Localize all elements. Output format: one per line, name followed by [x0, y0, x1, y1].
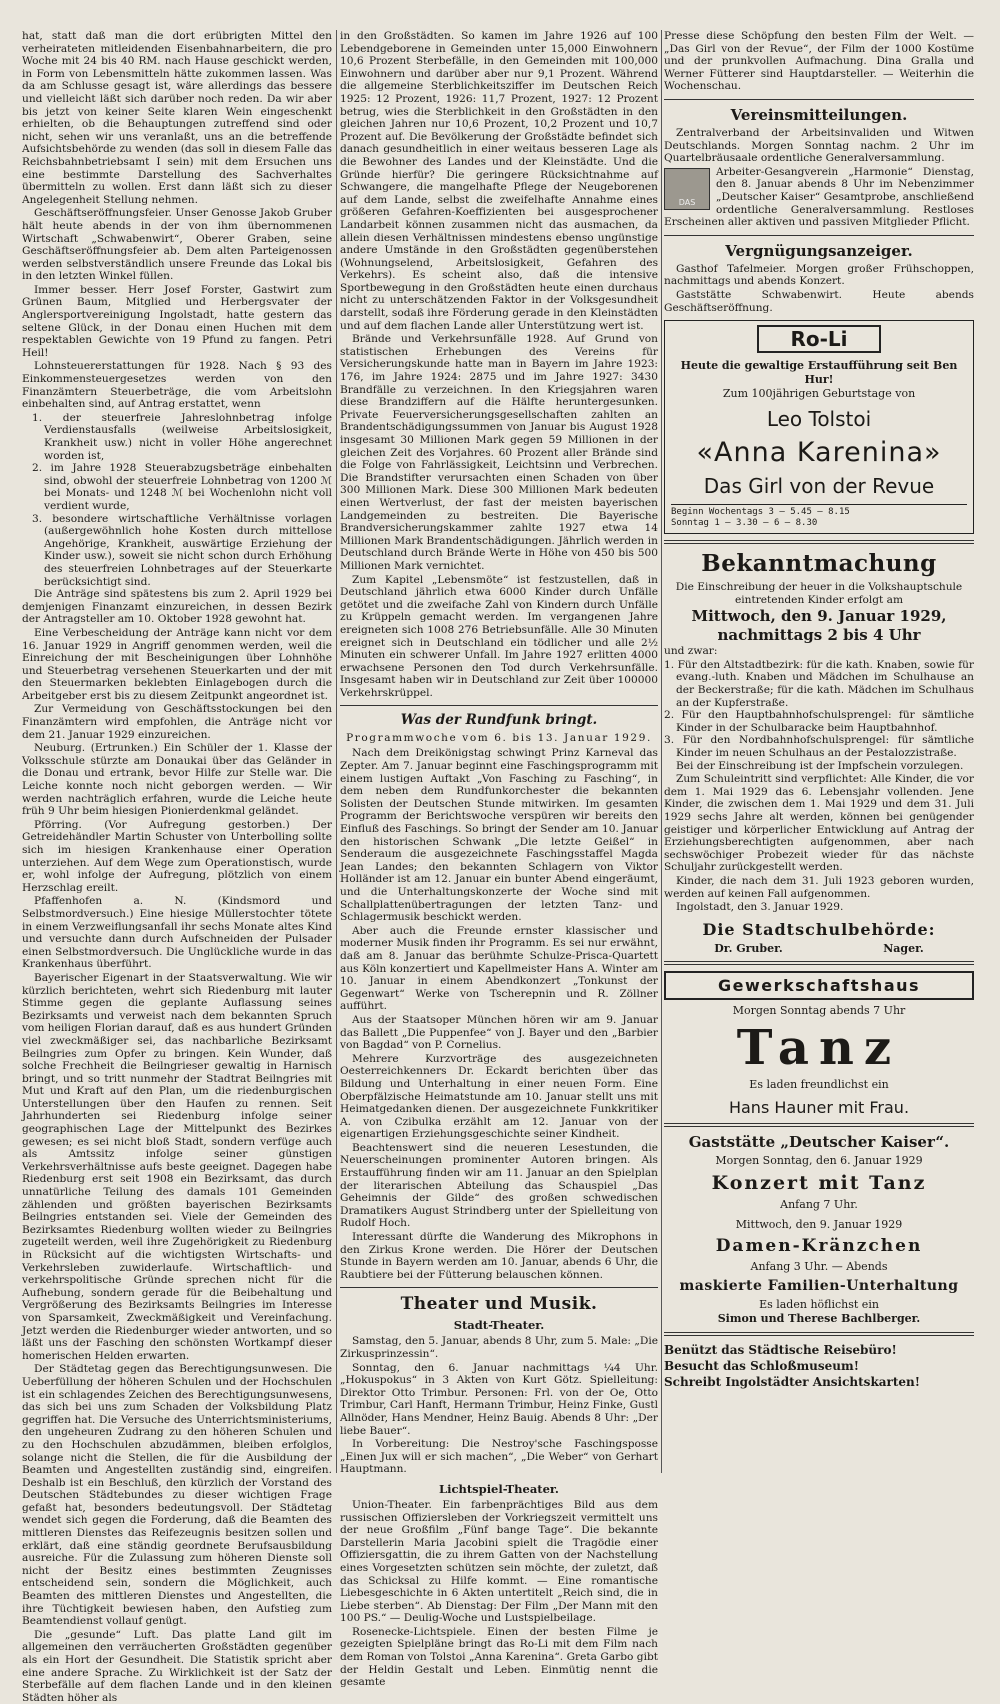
roli-schedule-weekday: Beginn Wochentags 3 — 5.45 — 8.15: [671, 507, 850, 518]
vergnuegen-tafelmeier: Gasthof Tafelmeier. Morgen großer Frühschoppen, nachmittags und abends Konzert.: [664, 262, 974, 288]
article-immer-besser: Immer besser. Herr Josef Forster, Gastwirt zum Grünen Baum, Mitglied und Herbergsvater der Anglersportvereinigung Ingolstadt, hatte gestern das seltene Glück, in der Donau einen Huchen mit dem respektablen Gewichte von 19 Pfund zu fangen. Petri Heil!: [22, 283, 332, 359]
roli-schedule: [671, 504, 967, 529]
divider: [664, 961, 974, 965]
article-pfoerring: Pförring. (Vor Aufregung gestorben.) Der Getreidehändler Martin Schuster von Unterbolling sollte sich im hiesigen Krankenhause einer Operation unterziehen. Auf dem Wege zum Operationstisch, wurde er, wohl infolge der Aufregung, plötzlich von einem Herzschlag ereilt.: [22, 818, 332, 894]
roli-second-film: Das Girl von der Revue: [703, 474, 935, 499]
divider: [340, 705, 658, 706]
article-staatsverwaltung: Bayerischer Eigenart in der Staatsverwaltung. Wie wir kürzlich berichteten, wehrt sich Riedenburg mit lauter Stimme gegen die geplante Auflassung seines Bezirksamts und verweist nach dem bekannten Spruch vom heiligen Florian darauf, daß es aus hundert Gründen viel zweckmäßiger sei, das nachbarliche Bezirksamt Beilngries zum Opfer zu bringen. Kein Wunder, daß solche Frechheit die Beilngrieser gewaltig in Harnisch bringt, und so tritt nunmehr der Stadtrat Beilngries mit Mut und Kraft auf den Plan, um die riedenburgischen Unterstellungen über den Haufen zu rennen. Seit Jahrhunderten sei Riedenburg infolge seiner geographischen Lage der Mittelpunkt des Bezirkes gewesen; es sei nicht bloß Stadt, sondern verfüge auch als Amtssitz infolge seiner günstigen Verkehrsverhältnisse aufs beste geeignet. Dagegen habe Riedenburg erst seit 1908 ein Bezirksamt, das durch unnatürliche Teilung des damals 101 Gemeinden zählenden und größten bayerischen Bezirksamts Beilngries entstanden sei. Viele der Gemeinden des Bezirksamtes Riedenburg wollten wieder zu Beilngries zugeteilt werden, weil ihre Zugehörigkeit zu Riedenburg in Rücksicht auf die wichtigsten Wirtschafts- und Verkehrsleben zuwiderlaufe. Wirtschaftlich- und verkehrspolitische Gründe sprechen nicht für die Aufhebung, sondern gerade für die Beibehaltung und Vergrößerung des Bezirksamts Beilngries im Interesse von Sparsamkeit, Zweckmäßigkeit und Vereinfachung. Jetzt werden die Riedenburger wieder antworten, und so läßt uns der Fasching den schönsten Wortkampf dieser homerischen Helden erwarten.: [22, 971, 332, 1362]
divider: [664, 235, 974, 236]
vereinsmitteilungen-heading: Vereinsmitteilungen.: [730, 105, 908, 124]
roli-film-title: «Anna Karenina»: [696, 437, 942, 469]
stadttheater-heading: Stadt-Theater.: [453, 1318, 545, 1333]
article-lohnsteuer: Lohnsteuererstattungen für 1928. Nach § 93 des Einkommensteuergesetzes werden von den Finanzämtern Steuerbeträge, die vom Arbeitslohn einbehalten sind, auf Antrag erstattet, wenn: [22, 360, 332, 411]
radio-p4: Mehrere Kurzvorträge des ausgezeichneten Oesterreichkenners Dr. Eckardt berichten über das Bildung und Unterhaltung in einer neuen Form. Eine Oberpfälzische Heimatstunde am 10. Januar stellt uns mit Heimatgedanken dienen. Der ausgezeichnete Funkkritiker A. von Czibulka erzählt am 12. Januar von der eigenartigen Erziehungsgeschichte seiner Kindheit.: [340, 1052, 658, 1141]
lohnsteuer-item-2: 2. im Jahre 1928 Steuerabzugsbeträge einbehalten sind, obwohl der steuerfreie Lohnbetrag von 1200 ℳ bei Monats- und 1248 ℳ bei Wochenlohn nicht voll verdient wurde,: [32, 462, 332, 512]
footer-reisebuero: Benützt das Städtische Reisebüro!: [664, 1342, 897, 1357]
gew-tanz: Tanz: [736, 1019, 902, 1076]
theater-p3: In Vorbereitung: Die Nestroy'sche Faschingsposse „Einen Jux will er sich machen“, „Die Weber“ von Gerhart Hauptmann.: [340, 1438, 658, 1476]
radio-heading: Was der Rundfunk bringt.: [400, 712, 598, 729]
theater-heading: Theater und Musik.: [400, 1294, 598, 1315]
article-geschaeftseroeffnung: Geschäftseröffnungsfeier. Unser Genosse Jakob Gruber hält heute abends in der von ihm übernommenen Wirtschaft „Schwabenwirt“, Oberer Graben, seine Geschäftseröffnungsfeier ab. Dem alten Parteigenossen werden selbstverständlich unsere Freunde das Lokal bis in den letzten Winkel füllen.: [22, 207, 332, 283]
kaiser-anfang1: Anfang 7 Uhr.: [780, 1197, 858, 1211]
lichtspiel-cont: Presse diese Schöpfung den besten Film der Welt. — „Das Girl von der Revue“, der Film der 1000 Kostüme und der prunkvollen Aufmachung. Dina Gralla und Werner Fütterer sind Hauptdarsteller. — Weiterhin die Wochenschau.: [664, 30, 974, 93]
roli-author: Leo Tolstoi: [766, 407, 872, 432]
kaiser-mask: maskierte Familien-Unterhaltung: [679, 1277, 959, 1294]
kaiser-anfang2: Anfang 3 Uhr. — Abends: [750, 1259, 888, 1273]
column-rule-right: [661, 30, 662, 1473]
divider: [664, 540, 974, 544]
article-neuburg: Neuburg. (Ertrunken.) Ein Schüler der 1. Klasse der Volksschule stürzte am Donaukai über das Geländer in die Donau und ertrank, bevor Hilfe zur Stelle war. Die Leiche konnte noch nicht geborgen werden. — Wir werden nachträglich erfahren, wurde die Leiche heute früh 9 Uhr beim hiesigen Pionierdenkmal geländet.: [22, 742, 332, 818]
bek-date1: Mittwoch, den 9. Januar 1929,: [691, 607, 947, 626]
bek-signature-1: Dr. Gruber.: [714, 941, 783, 955]
left-column: [22, 30, 332, 1704]
radio-p1: Nach dem Dreikönigstag schwingt Prinz Karneval das Zepter. Am 7. Januar beginnt eine Faschingsprogramm mit einem lustigen Auftakt „Von Fasching zu Fasching“, in dem neben dem Rundfunkorchester die bekannten Solisten der Deutschen Stunde mitwirken. Im gesamten Programm der Berichtswoche verspüren wir bereits den Einfluß des Faschings. So bringt der Sender am 10. Januar den historischen Schwank „Die letzte Geißel“ in Senderaum die ausgezeichnete Faschingsstaffel Magda Jean Landes; den bekannten Schlagern von Viktor Holländer ist am 12. Januar ein bunter Abend eingeräumt, und die Unterhaltungskonzerte der Woche sind mit Schallplattenübertragungen der letzten Tanz- und Schlagermusik beschickt werden.: [340, 747, 658, 924]
footer-ansichtskarten: Schreibt Ingolstädter Ansichtskarten!: [664, 1374, 921, 1389]
radio-p5: Beachtenswert sind die neueren Lesestunden, die Neuerscheinungen prominenter Autoren bringen. Als Erstaufführung finden wir am 11. Januar an den Spielplan der literarischen Abteilung das Schauspiel „Das Geheimnis der Gilde“ des großen schwedischen Dramatikers August Strindberg unter der Spielleitung von Rudolf Hoch.: [340, 1141, 658, 1230]
bek-place-date: Ingolstadt, den 3. Januar 1929.: [676, 901, 844, 914]
lohnsteuer-verbescheidung: Eine Verbescheidung der Anträge kann nicht vor dem 16. Januar 1929 in Angriff genommen werden, weil die Einreichung der mit Bescheinigungen über Lohnhöhe und Steuerbetrag versehenen Steuerkarten und der mit den Steuermarken beklebten Einlagebogen durch die Arbeitgeber erst bis zu diesem Zeitpunkt angeordnet ist.: [22, 626, 332, 702]
verein-harmonie: Arbeiter-Gesangverein „Harmonie“ Dienstag, den 8. Januar abends 8 Uhr im Nebenzimmer „Deutscher Kaiser“ Gesamtprobe, anschließend ordentliche Generalversammlung. Restloses Erscheinen aller aktiven und passiven Mitglieder Pflicht.: [664, 165, 974, 229]
lichtspiel-heading: Lichtspiel-Theater.: [439, 1481, 559, 1496]
bek-pflicht: Zum Schuleintritt sind verpflichtet: Alle Kinder, die vor dem 1. Mai 1929 das 6. Lebensjahr vollenden. Jene Kinder, die zwischen dem 1. Mai 1929 und dem 31. Juli 1929 sechs Jahre alt werden, können bei genügender geistiger und körperlicher Entwicklung auf Antrag der Erziehungsberechtigten aufgenommen, aber nach sechswöchiger Probezeit wieder für das nächste Schuljahr zurückgestellt werden.: [664, 773, 974, 874]
divider: [340, 1287, 658, 1288]
gewerkschaftshaus-title: Gewerkschaftshaus: [664, 971, 974, 1000]
bek-signatures: [664, 942, 974, 955]
article-pfaffenhofen: Pfaffenhofen a. N. (Kindsmord und Selbstmordversuch.) Eine hiesige Müllerstochter tötete in einem Verzweiflungsanfall ihr sechs Monate altes Kind und versuchte dann durch Aufschneiden der Pulsader einen Selbstmordversuch. Die Unglückliche wurde in das Krankenhaus überführt.: [22, 895, 332, 971]
lichtspiel-p2: Rosenecke-Lichtspiele. Einen der besten Filme je gezeigten Spielpläne bringt das Ro-Li mit dem Film nach dem Roman von Tolstoi „Anna Karenina“. Greta Garbo gibt der Heldin Gestalt und Leben. Einmütig nennt die gesamte: [340, 1625, 658, 1689]
divider: [664, 99, 974, 100]
article-staedtetag: Der Städtetag gegen das Berechtigungsunwesen. Die Ueberfüllung der höheren Schulen und der Hochschulen ist ein schlagendes Zeichen des Berechtigungsunwesens, das sich bei uns zum Schaden der Volksbildung Platz gegriffen hat. Die Versuche des Unterrichtsministeriums, den ungeheuren Zudrang zu den höheren Schulen und zu den Hochschulen abzudämmen, bleiben erfolglos, solange nicht die Stellen, die für die Ausbildung der Beamten und Angestellten zuständig sind, eingreifen. Deshalb ist ein Beschluß, den kürzlich der Vorstand des Deutschen Städtebundes zu dieser wichtigen Frage gefaßt hat, besonders bedeutungsvoll. Der Städtetag wendet sich gegen die Forderung, daß die Beamten des mittleren Dienstes das Reifezeugnis besitzen sollen und erklärt, daß eine ständig geordnete Berufsausbildung ausreiche. Für die Zulassung zum höheren Dienste soll nicht der Besitz eines bestimmten Zeugnisses entscheidend sein, sondern die Möglichkeit, auch Beamten des mittleren Dienstes und Angestellten, die ihre Tüchtigkeit bewiesen haben, den Aufstieg zum Beamtendienst vollauf genügt.: [22, 1363, 332, 1628]
vergnuegen-schwabenwirt: Gaststätte Schwabenwirt. Heute abends Geschäftseröffnung.: [664, 288, 974, 314]
harmonie-emblem-image: [664, 168, 710, 210]
theater-p2: Sonntag, den 6. Januar nachmittags ¼4 Uhr. „Hokuspokus“ in 3 Akten von Kurt Götz. Spielleitung: Direktor Otto Trimbur. Personen: Frl. von der Oe, Otto Trimbur, Carl Hanft, Hermann Trimbur, Heinz Finke, Gustl Allnöder, Hans Mendner, Heinz Bauig. Abends 8 Uhr: „Der liebe Bauer“.: [340, 1361, 658, 1437]
bek-item-1: 1. Für den Altstadtbezirk: für die kath. Knaben, sowie für evang.-luth. Knaben und Mädchen im Schulhause an der Beckerstraße; für die kath. Mädchen im Schulhaus an der Kupferstraße.: [664, 658, 974, 709]
article-braende: Brände und Verkehrsunfälle 1928. Auf Grund von statistischen Erhebungen des Vereins für Versicherungskunde hatte man in Bayern im Jahre 1923: 176, im Jahre 1924: 2875 und im Jahre 1927: 3430 Brandfälle zu verzeichnen. In den Kriegsjahren waren diese Brandziffern auf die Hälfte heruntergesunken. Private Feuerversicherungsgesellschaften zahlten an Brandentschädigungssummen von Januar bis August 1928 insgesamt 30 Millionen Mark gegen 59 Millionen in der gleichen Zeit des Vorjahres. 60 Prozent aller Brände sind die Folge von Fahrlässigkeit, Leichtsinn und Verbrechen. Die Brandstifter verursachten einen Schaden von über 300 Millionen Mark. Diese 300 Millionen Mark bedeuten einen Wertverlust, der fast der meisten bayerischen Landgemeinden zu bestreiten. Die Bayerische Brandversicherungskammer zahlte 1927 etwa 14 Millionen Mark Brandentschädigungen. Jährlich werden in Deutschland durch Brände Werte in Höhe von 450 bis 500 Millionen Mark vernichtet.: [340, 333, 658, 572]
roli-line2: Zum 100jährigen Geburtstage von: [722, 387, 916, 401]
lichtspiel-p1: Union-Theater. Ein farbenprächtiges Bild aus dem russischen Offiziersleben der Vorkriegszeit vermittelt uns der neue Großfilm „Fünf bange Tage“. Die bekannte Darstellerin Maria Jacobini spielt die Tragödie einer Offiziersgattin, die zu ihrem Gatten von der Nachstellung eines Vorgesetzten schützen sein möchte, der zuletzt, daß das Schicksal zu Hilfe kommt. — Eine romantische Liebesgeschichte in 6 Akten untertitelt „Reich sind, die in Liebe sterben“. Ab Dienstag: Der Film „Der Mann mit den 100 PS.“ — Deulig-Woche und Lustspielbeilage.: [340, 1498, 658, 1625]
lohnsteuer-vermeidung: Zur Vermeidung von Geschäftsstockungen bei den Finanzämtern wird empfohlen, die Anträge nicht vor dem 21. Januar 1929 einzureichen.: [22, 703, 332, 741]
kaiser-when2: Mittwoch, den 9. Januar 1929: [735, 1217, 903, 1231]
kaiser-title: Gaststätte „Deutscher Kaiser“.: [688, 1132, 950, 1151]
bek-item-3: 3. Für den Nordbahnhofschulsprengel: für sämtliche Kinder im neuen Schulhaus an der Pestalozzistraße.: [664, 734, 974, 760]
bek-und: und zwar:: [664, 645, 718, 658]
gew-when: Morgen Sonntag abends 7 Uhr: [732, 1003, 906, 1017]
lohnsteuer-item-1: 1. der steuerfreie Jahreslohnbetrag infolge Verdienstausfalls (weilweise Arbeitslosigkeit, Krankheit usw.) nicht in voller Höhe angerechnet worden ist,: [32, 411, 332, 462]
bek-item-2: 2. Für den Hauptbahnhofschulsprengel: für sämtliche Kinder in der Schulbaracke beim Hauptbahnhof.: [664, 709, 974, 734]
roli-line1: Heute die gewaltige Erstaufführung seit Ben Hur!: [680, 359, 958, 387]
middle-column: [340, 30, 658, 1689]
lohnsteuer-antraege: Die Anträge sind spätestens bis zum 2. April 1929 bei demjenigen Finanzamt einzureichen, in dessen Bezirk der Antragsteller am 10. Oktober 1928 gewohnt hat.: [22, 588, 332, 626]
kaiser-damen: Damen-Kränzchen: [715, 1235, 923, 1256]
gew-invite: Es laden freundlichst ein: [749, 1077, 889, 1091]
bekanntmachung-title: Bekanntmachung: [701, 550, 937, 578]
article-lebensnoete: Zum Kapitel „Lebensmöte“ ist festzustellen, daß in Deutschland jährlich etwa 6000 Kinder durch Unfälle getötet und die zweifache Zahl von Kindern durch Unfälle zu Krüppeln gemacht werden. Im vergangenen Jahre ereigneten sich 1008 276 Betriebsunfälle. Alle 30 Minuten ereignet sich in Deutschland ein tödlicher und alle 2½ Minuten ein schwerer Unfall. Im Jahre 1927 erlitten 4000 erwachsene Personen den Tod durch Verkehrsunfälle. Insgesamt haben wir in Deutschland zur Zeit über 100000 Verkehrskrüppel.: [340, 573, 658, 699]
divider: [664, 1332, 974, 1336]
gew-host: Hans Hauner mit Frau.: [728, 1097, 910, 1117]
radio-subheading: Programmwoche vom 6. bis 13. Januar 1929.: [346, 732, 652, 745]
divider: [664, 1123, 974, 1127]
article-gesunde-luft-cont: in den Großstädten. So kamen im Jahre 1926 auf 100 Lebendgeborene in Gemeinden unter 15,000 Einwohnern 10,6 Prozent Sterbefälle, in den Gemeinden mit 100,000 Einwohnern und darüber aber nur 9,1 Prozent. Während die allgemeine Sterblichkeitsziffer im Deutschen Reich 1925: 12 Prozent, 1926: 11,7 Prozent, 1927: 12 Prozent betrug, wies die Sterblichkeit in den Großstädten in den gleichen Jahren nur 10,6 Prozent, 10,2 Prozent und 10,7 Prozent auf. Die Bevölkerung der Großstädte befindet sich danach gesundheitlich in einer weitaus besseren Lage als die Bewohner des Landes und der Kleinstädte. Und die Gründe hierfür? Die geringere Rücksichtnahme auf Schwangere, die mangelhafte Pflege der Neugeborenen auf dem Lande, selbst die zweifelhafte Annahme eines größeren Gefahren-Koeffizienten bei ausgesprochener Landarbeit können zusammen nicht das ausmachen, da allein diesen Verhältnissen mindestens ebenso ungünstige andere Umstände in den Großstädten gegenüberstehen (Wohnungselend, Arbeitslosigkeit, Gefahren des Verkehrs). Es scheint also, daß die intensive Sportbewegung in den Großstädten heute einen durchaus nicht zu unterschätzenden Faktor in der Volksgesundheit darstellt, sodaß ihre Förderung gerade in den Kleinstädten und auf dem flachen Lande aller Unterstützung wert ist.: [340, 30, 658, 332]
emblem-label: DAS: [678, 197, 696, 207]
roli-advertisement: [664, 320, 974, 534]
bek-nach: Kinder, die nach dem 31. Juli 1923 geboren wurden, werden auf keinen Fall aufgenommen.: [664, 874, 974, 900]
theater-p1: Samstag, den 5. Januar, abends 8 Uhr, zum 5. Male: „Die Zirkusprinzessin“.: [340, 1335, 658, 1360]
roli-logo: Ro-Li: [757, 325, 881, 353]
right-column: [664, 30, 974, 1473]
radio-p6: Interessant dürfte die Wanderung des Mikrophons in den Zirkus Krone werden. Die Hörer der Deutschen Stunde in Bayern werden am 10. Januar, abends 6 Uhr, die Raubtiere bei der Fütterung belauschen können.: [340, 1231, 658, 1281]
radio-p3: Aus der Staatsoper München hören wir am 9. Januar das Ballett „Die Puppenfee“ von J. Bayer und den „Barbier von Bagdad“ von P. Cornelius.: [340, 1013, 658, 1052]
bek-intro: Die Einschreibung der heuer in die Volkshauptschule eintretenden Kinder erfolgt am: [675, 581, 963, 606]
bek-authority: Die Stadtschulbehörde:: [702, 919, 936, 939]
radio-p2: Aber auch die Freunde ernster klassischer und moderner Musik finden ihr Programm. Es sei nur erwähnt, daß am 8. Januar das berühmte Schulze-Prisca-Quartett aus Köln konzertiert und Kapellmeister Hans A. Winter am 10. Januar in einem Abendkonzert „Tonkunst der Gegenwart“ Werke von Tscherepnin und R. Zöllner aufführt.: [340, 924, 658, 1013]
article-gesunde-luft: Die „gesunde“ Luft. Das platte Land gilt im allgemeinen den verräucherten Großstädten gegenüber als ein Hort der Gesundheit. Die Statistik spricht aber eine andere Sprache. Zu Wirklichkeit ist der Satz der Sterbefälle auf dem flachen Lande und in den kleinen Städten höher als: [22, 1628, 332, 1704]
bek-signature-2: Nager.: [883, 941, 924, 955]
kaiser-hosts: Simon und Therese Bachlberger.: [717, 1311, 921, 1325]
kaiser-invite: Es laden höflichst ein: [759, 1297, 879, 1311]
vergnuegungsanzeiger-heading: Vergnügungsanzeiger.: [725, 241, 913, 260]
bek-date2: nachmittags 2 bis 4 Uhr: [717, 626, 921, 645]
roli-schedule-sunday: Sonntag 1 — 3.30 — 6 — 8.30: [671, 518, 818, 529]
verein-zentralverband: Zentralverband der Arbeitsinvaliden und Witwen Deutschlands. Morgen Sonntag nachm. 2 Uhr im Quartelbräusaale ordentliche Generalversammlung.: [664, 126, 974, 165]
footer-schlossmuseum: Besucht das Schloßmuseum!: [664, 1358, 859, 1373]
kaiser-konzert: Konzert mit Tanz: [711, 1171, 927, 1194]
kaiser-when: Morgen Sonntag, den 6. Januar 1929: [715, 1153, 923, 1167]
lohnsteuer-item-3: 3. besondere wirtschaftliche Verhältnisse vorlagen (außergewöhnlich hohe Kosten durch mittellose Angehörige, Krankheit, auswärtige Erziehung der Kinder usw.), soweit sie nicht schon durch Erhöhung des steuerfreien Lohnbetrages auf der Steuerkarte berücksichtigt sind.: [32, 512, 332, 588]
bek-impfschein: Bei der Einschreibung ist der Impfschein vorzulegen.: [676, 759, 964, 772]
column-rule-left: [336, 30, 337, 1473]
article-eisenbahn: hat, statt daß man die dort erübrigten Mittel den verheirateten mitleidenden Eisenbahnarbeitern, die pro Woche mit 24 bis 40 RM. nach Hause geschickt werden, in Form von Lebensmitteln hätte zukommen lassen. Was da am Schlusse gesagt ist, wäre allerdings das bessere und vielleicht läßt sich darüber noch reden. Da wir aber bis jetzt von keiner Seite klaren Wein eingeschenkt erhielten, ob die Behauptungen zutreffend sind oder nicht, sehen wir uns veranlaßt, uns an die betreffende Aufsichtsbehörde zu wenden (das soll in diesem Falle das Reichsbahnbetriebsamt I sein) mit dem Ersuchen uns eine bestimmte Darstellung des Sachverhaltes übermitteln zu wollen. Erst dann läßt sich zu dieser Angelegenheit Stellung nehmen.: [22, 30, 332, 206]
